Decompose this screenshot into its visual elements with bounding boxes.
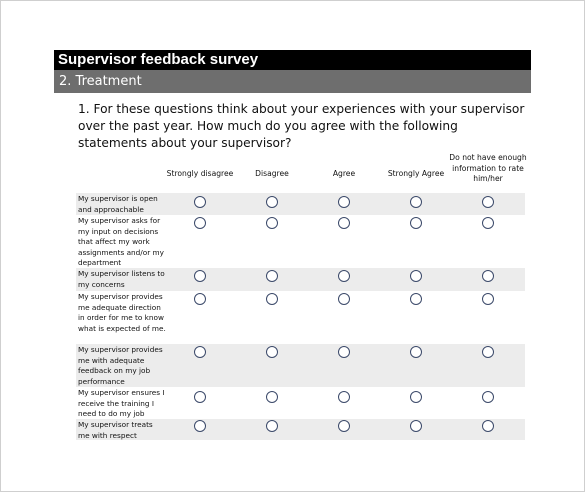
radio-not-enough-info[interactable]: [482, 420, 494, 432]
radio-disagree[interactable]: [266, 420, 278, 432]
radio-agree[interactable]: [338, 391, 350, 403]
radio-agree[interactable]: [338, 420, 350, 432]
radio-agree[interactable]: [338, 270, 350, 282]
column-header-disagree: Disagree: [255, 169, 289, 178]
statement-label: My supervisor is open and approachable: [78, 194, 158, 214]
radio-agree[interactable]: [338, 196, 350, 208]
radio-disagree[interactable]: [266, 391, 278, 403]
radio-strongly-disagree[interactable]: [194, 217, 206, 229]
radio-disagree[interactable]: [266, 196, 278, 208]
radio-strongly-agree[interactable]: [410, 293, 422, 305]
survey-row-adequate-direction: [76, 291, 525, 344]
radio-strongly-disagree[interactable]: [194, 391, 206, 403]
section-header: 2. Treatment: [54, 70, 531, 93]
radio-not-enough-info[interactable]: [482, 270, 494, 282]
survey-row-open-approachable: [76, 193, 525, 215]
radio-strongly-disagree[interactable]: [194, 196, 206, 208]
radio-disagree[interactable]: [266, 270, 278, 282]
survey-title: Supervisor feedback survey: [54, 50, 531, 70]
survey-row-adequate-feedback: [76, 344, 525, 387]
radio-strongly-agree[interactable]: [410, 391, 422, 403]
column-header-not-enough-info: Do not have enough information to rate him/her: [449, 153, 527, 183]
radio-strongly-agree[interactable]: [410, 270, 422, 282]
statement-label: My supervisor provides me with adequate feedback on my job performance: [78, 345, 163, 386]
radio-agree[interactable]: [338, 346, 350, 358]
survey-row-listens-to-concerns: [76, 268, 525, 291]
radio-not-enough-info[interactable]: [482, 391, 494, 403]
radio-disagree[interactable]: [266, 346, 278, 358]
column-header-strongly-agree: Strongly Agree: [387, 169, 445, 178]
radio-not-enough-info[interactable]: [482, 346, 494, 358]
radio-strongly-agree[interactable]: [410, 346, 422, 358]
radio-strongly-disagree[interactable]: [194, 270, 206, 282]
radio-not-enough-info[interactable]: [482, 196, 494, 208]
radio-strongly-agree[interactable]: [410, 196, 422, 208]
question-text: 1. For these questions think about your experiences with your supervisor over the past year. How much do you agree with the following statements about your supervisor?: [78, 102, 525, 150]
radio-agree[interactable]: [338, 293, 350, 305]
statement-label: My supervisor ensures I receive the training I need to do my job: [78, 388, 165, 419]
radio-strongly-agree[interactable]: [410, 217, 422, 229]
radio-disagree[interactable]: [266, 293, 278, 305]
radio-strongly-disagree[interactable]: [194, 420, 206, 432]
survey-row-input-on-decisions: [76, 215, 525, 268]
radio-not-enough-info[interactable]: [482, 293, 494, 305]
statement-label: My supervisor asks for my input on decisions that affect my work assignments and/or my department: [78, 216, 164, 268]
radio-disagree[interactable]: [266, 217, 278, 229]
survey-row-treats-with-respect: [76, 419, 525, 440]
column-header-agree: Agree: [332, 169, 356, 178]
radio-strongly-disagree[interactable]: [194, 346, 206, 358]
radio-strongly-disagree[interactable]: [194, 293, 206, 305]
survey-row-training: [76, 387, 525, 419]
statement-label: My supervisor provides me adequate direction in order for me to know what is expected of me.: [78, 292, 166, 333]
statement-label: My supervisor treats me with respect: [78, 420, 153, 440]
statement-label: My supervisor listens to my concerns: [78, 269, 165, 289]
radio-agree[interactable]: [338, 217, 350, 229]
radio-not-enough-info[interactable]: [482, 217, 494, 229]
radio-strongly-agree[interactable]: [410, 420, 422, 432]
column-header-strongly-disagree: Strongly disagree: [166, 169, 234, 178]
